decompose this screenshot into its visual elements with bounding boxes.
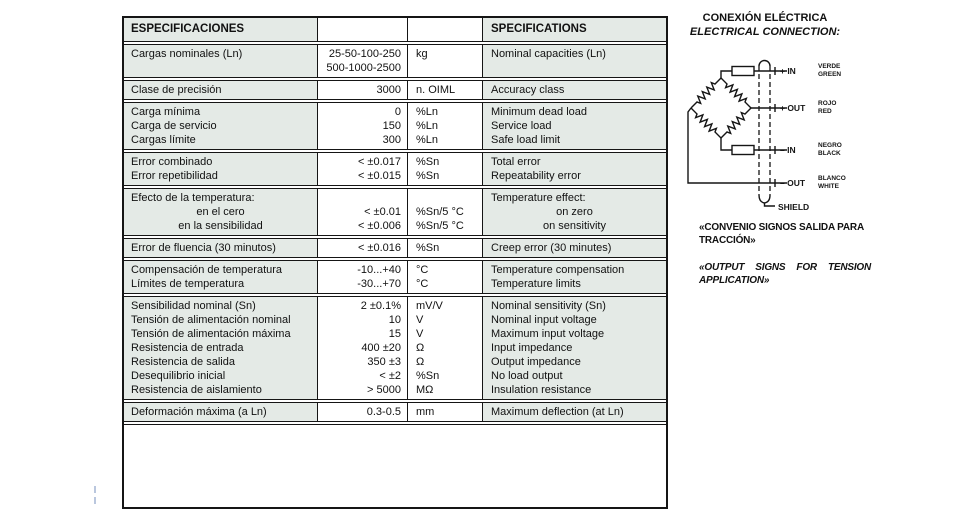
wheatstone-bridge-diagram	[685, 50, 870, 225]
shield-cable-dashed	[759, 66, 770, 195]
scan-artifact	[94, 486, 96, 493]
col-en	[482, 81, 666, 99]
scan-artifact	[94, 497, 96, 504]
spec-value: 350 ±3	[367, 356, 401, 368]
spec-value: < ±0.016	[357, 242, 401, 254]
wire-color-verde: VERDE	[818, 63, 841, 70]
spec-label-en: Insulation resistance	[491, 384, 592, 396]
table-row-group	[124, 296, 666, 400]
spec-table-header	[124, 18, 666, 42]
col-es	[124, 297, 317, 399]
col-es	[124, 153, 317, 185]
spec-unit: mm	[416, 406, 435, 418]
spec-label-es: Deformación máxima (a Ln)	[131, 406, 267, 418]
spec-unit: Ω	[416, 356, 425, 368]
col-en	[482, 403, 666, 421]
spec-unit: %Sn	[416, 370, 440, 382]
note-tension-es: «CONVENIO SIGNOS SALIDA PARA TRACCIÓN»	[699, 222, 864, 246]
spec-table-body	[124, 42, 666, 422]
col-val	[317, 403, 407, 421]
diagram-title-en: ELECTRICAL CONNECTION:	[689, 26, 841, 38]
col-en	[482, 297, 666, 399]
table-row-group	[124, 152, 666, 186]
spec-label-en: Accuracy class	[491, 84, 565, 96]
spec-label-es: Cargas límite	[131, 134, 196, 146]
spec-label-es: Resistencia de aislamiento	[131, 384, 262, 396]
table-row-group	[124, 102, 666, 150]
spec-unit: %Sn/5 °C	[416, 206, 464, 218]
spec-label-es: Sensibilidad nominal (Sn)	[131, 300, 256, 312]
empty-area	[124, 424, 666, 507]
wire-color-negro: NEGRO	[818, 142, 842, 149]
spec-label-en: Temperature limits	[491, 278, 581, 290]
spec-label-en: Creep error (30 minutes)	[491, 242, 612, 254]
table-row-group	[124, 188, 666, 236]
spec-unit: V	[416, 314, 424, 326]
spec-label-en: on zero	[556, 206, 593, 218]
spec-label-en: Repeatability error	[491, 170, 581, 182]
spec-label-es	[124, 61, 317, 75]
spec-label-es: Cargas nominales (Ln)	[131, 48, 243, 60]
col-val	[317, 261, 407, 293]
spec-label-es: Resistencia de entrada	[131, 342, 244, 354]
col-es	[124, 45, 317, 77]
col-val	[317, 239, 407, 257]
spec-label-en: Maximum deflection (at Ln)	[491, 406, 624, 418]
spec-value: 300	[382, 134, 401, 146]
wire-color-white: WHITE	[818, 183, 839, 190]
spec-value: 500-1000-2500	[326, 62, 401, 74]
spec-label-es: Desequilibrio inicial	[131, 370, 226, 382]
spec-label-en: Nominal capacities (Ln)	[491, 48, 606, 60]
spec-value: > 5000	[367, 384, 401, 396]
plus-in-label: + IN	[780, 66, 796, 76]
spec-label-es: Clase de precisión	[131, 84, 222, 96]
col-en	[482, 153, 666, 185]
col-unit	[407, 189, 482, 235]
spec-label-es: Error de fluencia (30 minutos)	[131, 242, 276, 254]
col-en	[482, 103, 666, 149]
header-value-col	[317, 18, 407, 41]
spec-label-es: Límites de temperatura	[131, 278, 245, 290]
bridge-resistor	[691, 108, 721, 138]
spec-value: -30...+70	[357, 278, 401, 290]
spec-value: < ±0.01	[364, 206, 401, 218]
col-val	[317, 81, 407, 99]
col-val	[317, 189, 407, 235]
spec-label-en: Input impedance	[491, 342, 573, 354]
spec-label-es: Tensión de alimentación máxima	[131, 328, 291, 340]
spec-value: 15	[388, 328, 401, 340]
spec-value: < ±0.015	[357, 170, 401, 182]
spec-label-es: Efecto de la temperatura:	[131, 192, 255, 204]
spec-value: 400 ±20	[361, 342, 401, 354]
col-unit	[407, 45, 482, 77]
spec-unit: %Sn/5 °C	[416, 220, 464, 232]
spec-label-en: Service load	[491, 120, 552, 132]
spec-label-es: en el cero	[196, 206, 245, 218]
col-val	[317, 153, 407, 185]
col-en	[482, 45, 666, 77]
col-es	[124, 189, 317, 235]
spec-value: -10...+40	[357, 264, 401, 276]
col-es	[124, 103, 317, 149]
table-row-group	[124, 260, 666, 294]
spec-label-en: Total error	[491, 156, 541, 168]
spec-label-en: Temperature compensation	[491, 264, 625, 276]
spec-value: 10	[388, 314, 401, 326]
spec-label-en: Nominal input voltage	[491, 314, 597, 326]
wire-color-red: RED	[818, 108, 832, 115]
spec-label-en: Nominal sensitivity (Sn)	[491, 300, 606, 312]
spec-value: 2 ±0.1%	[360, 300, 401, 312]
spec-label-es: Error repetibilidad	[131, 170, 218, 182]
col-en	[482, 239, 666, 257]
table-row-group	[124, 80, 666, 100]
spec-label-es: Carga de servicio	[131, 120, 217, 132]
spec-label-en: Temperature effect:	[491, 192, 586, 204]
col-es	[124, 81, 317, 99]
spec-unit: %Sn	[416, 170, 440, 182]
spec-value: < ±2	[379, 370, 401, 382]
shield-label: SHIELD	[778, 202, 810, 212]
spec-value: 25-50-100-250	[328, 48, 401, 60]
col-unit	[407, 261, 482, 293]
plus-out-label: + OUT	[780, 103, 806, 113]
minus-out-label: – OUT	[780, 178, 806, 188]
spec-unit: %Ln	[416, 134, 439, 146]
spec-label-en: Minimum dead load	[491, 106, 587, 118]
wire-color-green: GREEN	[818, 71, 842, 78]
col-en	[482, 189, 666, 235]
col-val	[317, 103, 407, 149]
spec-unit: kg	[416, 48, 428, 60]
spec-label-es: Tensión de alimentación nominal	[131, 314, 291, 326]
spec-unit: %Ln	[416, 120, 439, 132]
spec-label-es: en la sensibilidad	[178, 220, 263, 232]
spec-unit: %Sn	[416, 156, 440, 168]
wire-color-blanco: BLANCO	[818, 175, 846, 182]
col-val	[317, 297, 407, 399]
spec-label-en: Safe load limit	[491, 134, 561, 146]
spec-unit	[408, 61, 482, 75]
col-unit	[407, 81, 482, 99]
col-es	[124, 239, 317, 257]
spec-label-es: Error combinado	[131, 156, 213, 168]
spec-label-en: No load output	[491, 370, 563, 382]
wire-color-black: BLACK	[818, 150, 841, 157]
spec-label-en: on sensitivity	[543, 220, 606, 232]
spec-label-es: Carga mínima	[131, 106, 201, 118]
note-tension-en: «OUTPUT SIGNS FOR TENSION APPLICATION»	[699, 262, 871, 286]
spec-label-es: Resistencia de salida	[131, 356, 235, 368]
col-unit	[407, 403, 482, 421]
compensation-resistor-bottom	[732, 146, 754, 155]
spec-value	[318, 191, 407, 205]
compensation-resistor-top	[732, 67, 754, 76]
col-es	[124, 403, 317, 421]
spec-value: 3000	[376, 84, 401, 96]
bridge-resistor	[691, 78, 721, 108]
table-row-group	[124, 402, 666, 422]
header-en: SPECIFICATIONS	[482, 18, 666, 41]
spec-value: 0	[394, 106, 401, 118]
spec-unit: n. OIML	[416, 84, 456, 96]
spec-unit: %Ln	[416, 106, 439, 118]
table-row-group	[124, 238, 666, 258]
shield-cable-cap	[759, 61, 770, 67]
spec-value: 150	[382, 120, 401, 132]
col-unit	[407, 239, 482, 257]
col-unit	[407, 297, 482, 399]
spec-unit: V	[416, 328, 424, 340]
spec-label-en	[483, 61, 666, 75]
shield-wire	[759, 195, 775, 206]
minus-in-label: – IN	[780, 145, 796, 155]
spec-unit: mV/V	[416, 300, 443, 312]
spec-value: < ±0.006	[357, 220, 401, 232]
col-es	[124, 261, 317, 293]
bridge-resistor	[721, 108, 751, 138]
diagram-title-es: CONEXIÓN ELÉCTRICA	[702, 12, 828, 24]
spec-table	[122, 16, 668, 509]
bridge-resistor	[721, 78, 751, 108]
table-row-group	[124, 44, 666, 78]
spec-unit: Ω	[416, 342, 425, 354]
spec-unit: °C	[416, 278, 429, 290]
spec-unit: MΩ	[416, 384, 434, 396]
spec-value: 0.3-0.5	[366, 406, 401, 418]
wire-color-rojo: ROJO	[818, 100, 837, 107]
spec-value: < ±0.017	[357, 156, 401, 168]
col-unit	[407, 153, 482, 185]
spec-label-es: Compensación de temperatura	[131, 264, 283, 276]
spec-label-en: Output impedance	[491, 356, 581, 368]
spec-unit: %Sn	[416, 242, 440, 254]
col-unit	[407, 103, 482, 149]
header-unit-col	[407, 18, 482, 41]
spec-unit: °C	[416, 264, 429, 276]
header-es: ESPECIFICACIONES	[124, 18, 317, 41]
spec-unit	[408, 191, 482, 205]
col-en	[482, 261, 666, 293]
spec-label-en: Maximum input voltage	[491, 328, 605, 340]
col-val	[317, 45, 407, 77]
